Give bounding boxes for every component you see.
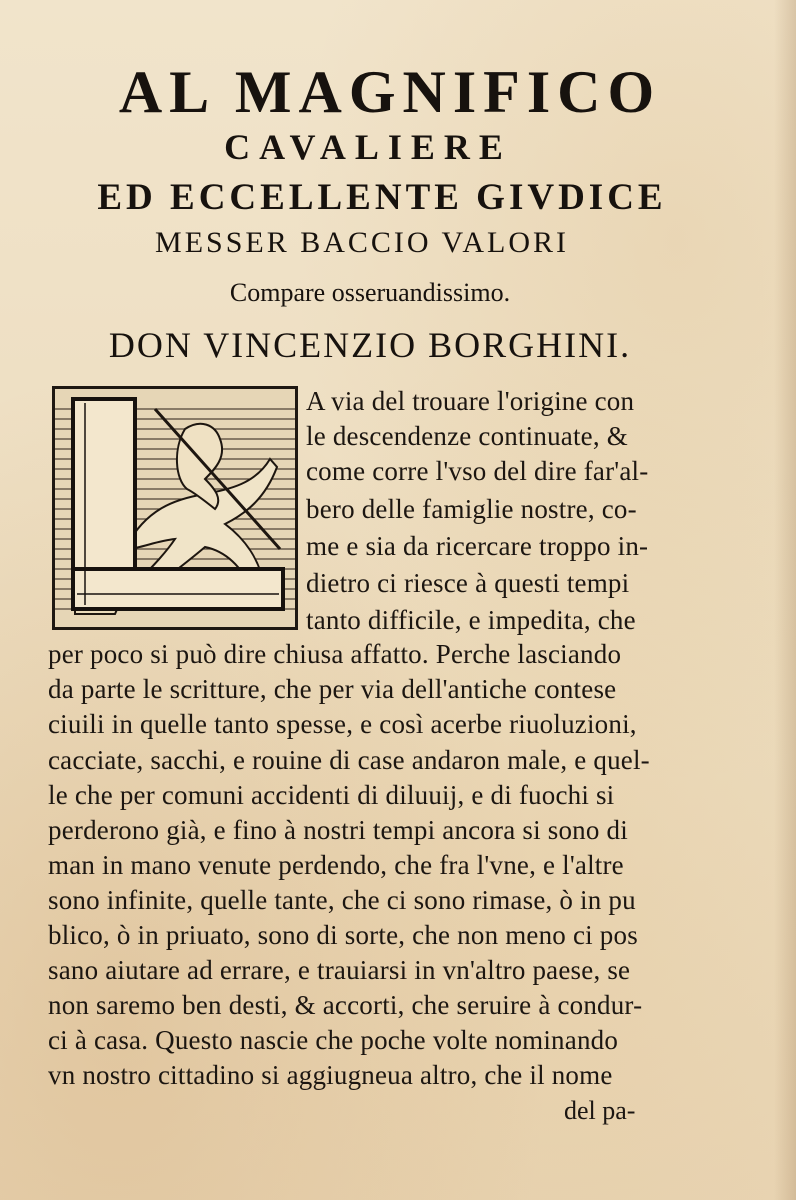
- dedication-title-line5: Compare osseruandissimo.: [229, 278, 511, 307]
- text-line: A via del trouare l'origine con: [306, 386, 635, 416]
- text-line: tanto difficile, e impedita, che: [306, 605, 636, 635]
- text-line: per poco si può dire chiusa affatto. Perche lasciando: [48, 639, 622, 669]
- text-line: ciuili in quelle tanto spesse, e così acerbe riuoluzioni,: [48, 709, 637, 739]
- woodcut-initial-icon: [52, 386, 298, 630]
- text-line: me e sia da ricercare troppo in-: [306, 531, 649, 561]
- text-line: perderono già, e fino à nostri tempi ancora si sono di: [48, 815, 628, 845]
- dedication-title-line4: MESSER BACCIO VALORI: [155, 226, 569, 259]
- text-line: man in mano venute perdendo, che fra l'vne, e l'altre: [48, 850, 624, 880]
- text-line: dietro ci riesce à questi tempi: [306, 568, 630, 598]
- text-line: blico, ò in priuato, sono di sorte, che non meno ci pos: [48, 920, 638, 950]
- text-line: le descendenze continuate, &: [306, 421, 628, 451]
- catchword: del pa-: [564, 1096, 636, 1125]
- text-line: cacciate, sacchi, e rouine di case andaron male, e quel-: [48, 745, 650, 775]
- text-line: vn nostro cittadino si aggiugneua altro, che il nome: [48, 1060, 613, 1090]
- text-line: sano aiutare ad errare, e trauiarsi in vn'altro paese, se: [48, 955, 631, 985]
- horseman-woodcut-icon: [55, 389, 295, 627]
- text-line: sono infinite, quelle tante, che ci sono rimase, ò in pu: [48, 885, 636, 915]
- text-line: non saremo ben desti, & accorti, che seruire à condur-: [48, 990, 643, 1020]
- dedication-title-line2: CAVALIERE: [224, 127, 512, 167]
- text-line: come corre l'vso del dire far'al-: [306, 456, 649, 486]
- text-line: le che per comuni accidenti di diluuij, e di fuochi si: [48, 780, 615, 810]
- dedication-title-line1: AL MAGNIFICO: [118, 59, 662, 125]
- text-line: da parte le scritture, che per via dell'antiche contese: [48, 674, 617, 704]
- text-line: ci à casa. Questo nascie che poche volte nominando: [48, 1025, 619, 1055]
- author-name: DON VINCENZIO BORGHINI.: [108, 325, 632, 365]
- dedication-title-line3: ED ECCELLENTE GIVDICE: [97, 177, 667, 218]
- text-line: bero delle famiglie nostre, co-: [306, 494, 637, 524]
